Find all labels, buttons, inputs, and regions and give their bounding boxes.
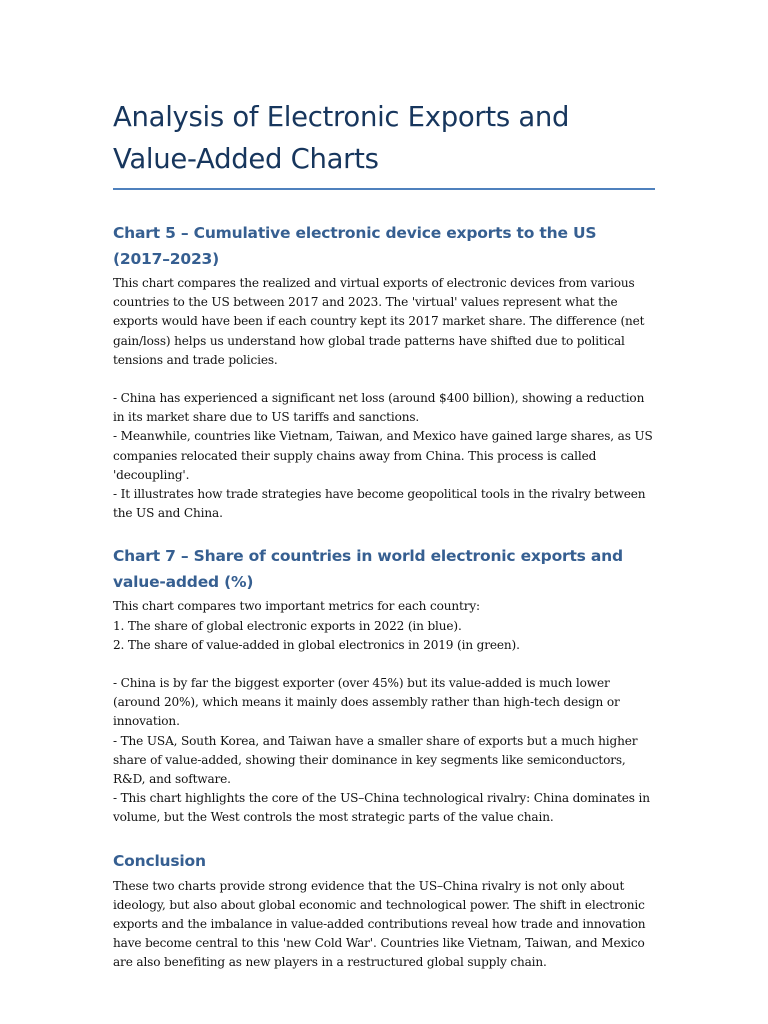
section-heading-chart-7: Chart 7 – Share of countries in world electronic exports and value-added (%) xyxy=(113,547,623,592)
chart-7-point: - The USA, South Korea, and Taiwan have a smaller share of exports but a much higher share of value-added, showing their dominance in key segments like semiconductors, R&D, and software. xyxy=(113,733,638,787)
section-heading-chart-5: Chart 5 – Cumulative electronic device exports to the US (2017–2023) xyxy=(113,224,597,268)
chart-7-point: - China is by far the biggest exporter (over 45%) but its value-added is much lower (around 20%), which means it mainly does assembly rather than high-tech design or innovation. xyxy=(113,676,620,729)
chart-5-point: - Meanwhile, countries like Vietnam, Taiwan, and Mexico have gained large shares, as US companies relocated their supply chains away from China. This process is called 'decoupling'. xyxy=(113,429,653,482)
paragraph-spacer xyxy=(113,655,655,674)
section-conclusion xyxy=(113,848,655,973)
document-page xyxy=(113,92,655,993)
section-chart-5 xyxy=(113,220,655,523)
section-heading-conclusion: Conclusion xyxy=(113,851,206,870)
title-divider xyxy=(113,188,655,190)
chart-5-point: - China has experienced a significant net loss (around $400 billion), showing a reduction in its market share due to US tariffs and sanctions. xyxy=(113,391,645,425)
conclusion-paragraph: These two charts provide strong evidence that the US–China rivalry is not only about ideology, but also about global economic and technological power. The shift in electronic exports and the imbalance in value-added contributions reveal how trade and innovation have become central to this 'new Cold War'. Countries like Vietnam, Taiwan, and Mexico are also benefiting as new players in a restructured global supply chain. xyxy=(113,878,646,970)
chart-7-point: - This chart highlights the core of the US–China technological rivalry: China dominates in volume, but the West controls the most strategic parts of the value chain. xyxy=(113,791,650,825)
chart-5-intro-paragraph: This chart compares the realized and virtual exports of electronic devices from various countries to the US between 2017 and 2023. The 'virtual' values represent what the exports would have been if each country kept its 2017 market share. The difference (net gain/loss) helps us understand how global trade patterns have shifted due to political tensions and trade policies. xyxy=(113,276,645,367)
chart-5-point: - It illustrates how trade strategies have become geopolitical tools in the rivalry between the US and China. xyxy=(113,487,646,521)
paragraph-spacer xyxy=(113,370,655,389)
chart-7-intro-line: This chart compares two important metrics for each country: xyxy=(113,599,480,614)
chart-7-intro-line: 2. The share of value-added in global electronics in 2019 (in green). xyxy=(113,637,520,652)
document-title: Analysis of Electronic Exports and Value-Added Charts xyxy=(113,101,570,175)
chart-7-intro-line: 1. The share of global electronic exports in 2022 (in blue). xyxy=(113,618,462,633)
section-chart-7 xyxy=(113,543,655,827)
